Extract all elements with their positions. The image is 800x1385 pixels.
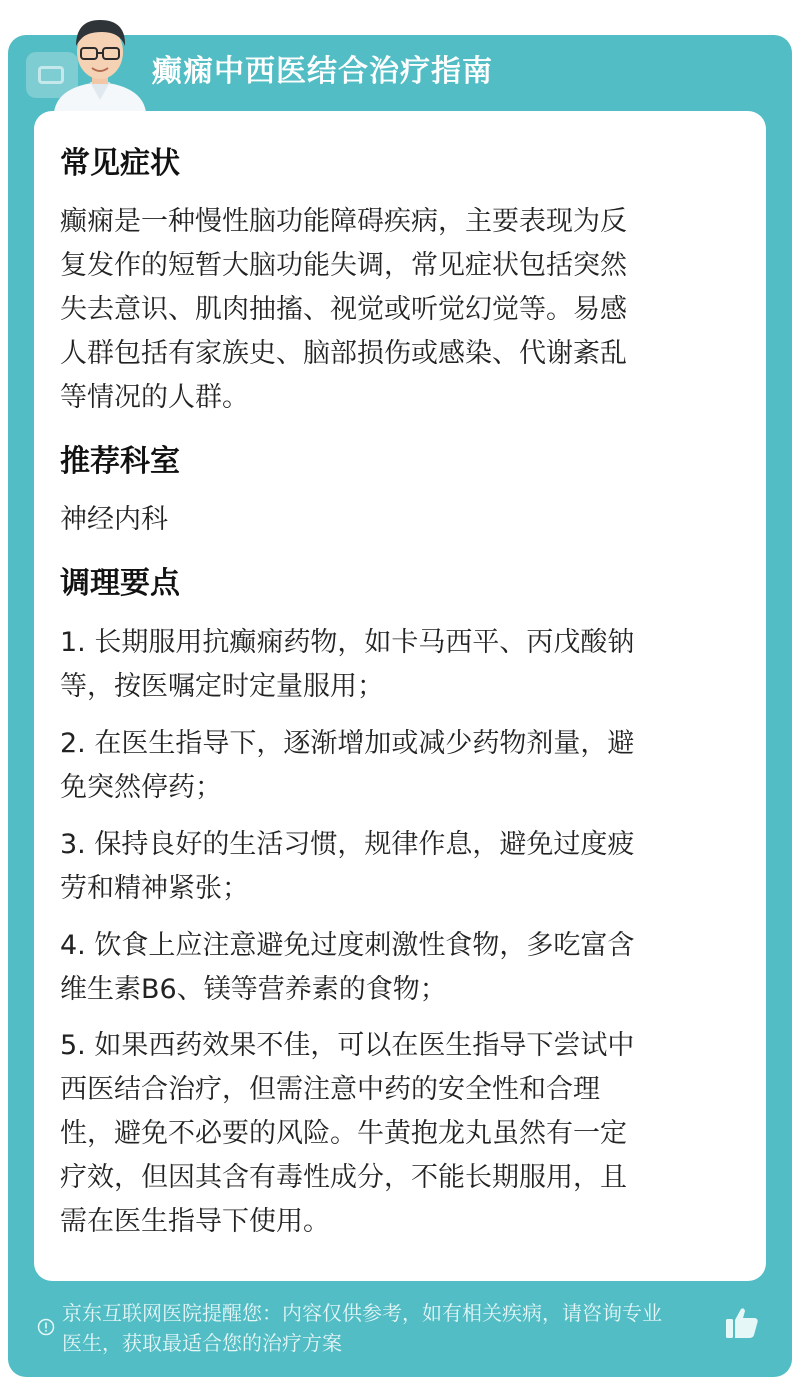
section-title-symptoms: 常见症状 [60,146,180,181]
disclaimer [62,1298,726,1358]
disclaimer-line: 医生，获取最适合您的治疗方案 [62,1331,342,1355]
text-line: 人群包括有家族史、脑部损伤或感染、代谢紊乱 [60,338,627,369]
care-point-2 [60,722,740,810]
care-point-4 [60,924,740,1012]
text-line: 4. 饮食上应注意避免过度刺激性食物，多吃富含 [60,930,635,961]
section-title-department: 推荐科室 [60,444,180,479]
text-line: 1. 长期服用抗癫痫药物，如卡马西平、丙戊酸钠 [60,627,635,658]
care-point-5 [60,1024,740,1244]
text-line: 性，避免不必要的风险。牛黄抱龙丸虽然有一定 [60,1118,627,1149]
text-line: 西医结合治疗，但需注意中药的安全性和合理 [60,1074,600,1105]
text-line: 等情况的人群。 [60,382,249,413]
doctor-avatar [48,8,152,112]
text-line: 癫痫是一种慢性脑功能障碍疾病，主要表现为反 [60,206,627,237]
text-line: 劳和精神紧张； [60,873,249,904]
text-line: 复发作的短暂大脑功能失调，常见症状包括突然 [60,250,627,281]
text-line: 失去意识、肌肉抽搐、视觉或听觉幻觉等。易感 [60,294,627,325]
info-icon [37,1318,55,1336]
text-line: 3. 保持良好的生活习惯，规律作息，避免过度疲 [60,829,635,860]
thumbs-up-icon[interactable] [724,1306,760,1340]
text-line: 疗效，但因其含有毒性成分，不能长期服用，且 [60,1162,627,1193]
department-text [60,498,740,542]
text-line: 5. 如果西药效果不佳，可以在医生指导下尝试中 [60,1030,635,1061]
section-title-care-points: 调理要点 [60,566,180,601]
text-line: 需在医生指导下使用。 [60,1206,330,1237]
text-line: 2. 在医生指导下，逐渐增加或减少药物剂量，避 [60,728,635,759]
page-title: 癫痫中西医结合治疗指南 [152,54,493,89]
text-line: 等，按医嘱定时定量服用； [60,671,384,702]
text-line: 免突然停药； [60,772,222,803]
text-line: 神经内科 [60,504,168,535]
care-point-3 [60,823,740,911]
text-line: 维生素B6、镁等营养素的食物； [60,974,447,1005]
care-point-1 [60,621,740,709]
disclaimer-line: 京东互联网医院提醒您：内容仅供参考，如有相关疾病，请咨询专业 [62,1301,662,1325]
symptoms-text [60,200,740,420]
